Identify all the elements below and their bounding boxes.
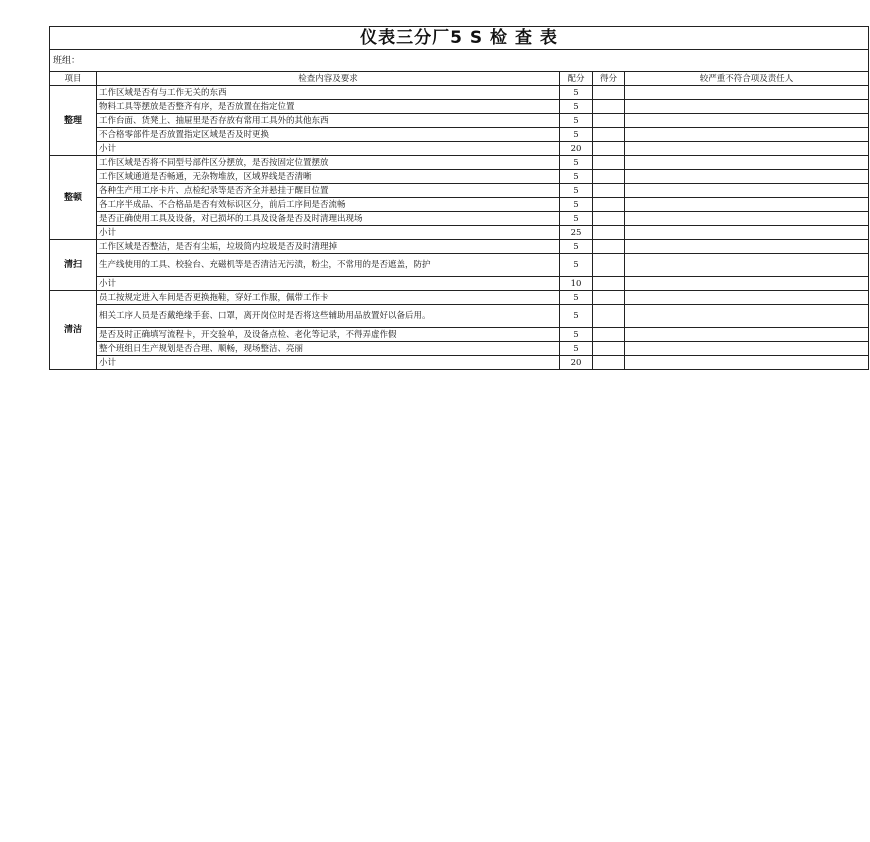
table-row (50, 254, 869, 277)
got-score-cell[interactable] (593, 128, 625, 142)
subtotal-remark-cell[interactable] (625, 226, 869, 240)
subtotal-value: 25 (560, 226, 593, 240)
subtotal-got-cell[interactable] (593, 356, 625, 370)
remark-cell[interactable] (625, 100, 869, 114)
got-score-cell[interactable] (593, 184, 625, 198)
item-score: 5 (560, 212, 593, 226)
item-score: 5 (560, 114, 593, 128)
table-row (50, 305, 869, 328)
inspection-sheet (49, 26, 820, 370)
subtotal-remark-cell[interactable] (625, 277, 869, 291)
subtotal-label: 小计 (97, 277, 560, 291)
table-row (50, 100, 869, 114)
section-name: 整顿 (50, 156, 97, 240)
inspection-table (49, 26, 869, 370)
item-score: 5 (560, 198, 593, 212)
section-name: 整理 (50, 86, 97, 156)
subtotal-got-cell[interactable] (593, 277, 625, 291)
table-row (50, 128, 869, 142)
table-row (50, 184, 869, 198)
subtotal-label: 小计 (97, 356, 560, 370)
item-score: 5 (560, 184, 593, 198)
subtotal-value: 20 (560, 142, 593, 156)
got-score-cell[interactable] (593, 100, 625, 114)
check-item: 生产线使用的工具、校验台、充磁机等是否清洁无污渍，粉尘，不常用的是否遮盖，防护 (97, 254, 560, 277)
got-score-cell[interactable] (593, 198, 625, 212)
remark-cell[interactable] (625, 291, 869, 305)
subtotal-row (50, 356, 869, 370)
item-score: 5 (560, 254, 593, 277)
subtotal-got-cell[interactable] (593, 226, 625, 240)
check-item: 整个班组日生产规划是否合理、顺畅，现场整洁、亮丽 (97, 342, 560, 356)
table-row (50, 342, 869, 356)
check-item: 工作台面、货凳上、抽屉里是否存放有常用工具外的其他东西 (97, 114, 560, 128)
check-item: 是否正确使用工具及设备，对已损坏的工具及设备是否及时清理出现场 (97, 212, 560, 226)
item-score: 5 (560, 342, 593, 356)
check-item: 物料工具等摆放是否整齐有序，是否放置在指定位置 (97, 100, 560, 114)
got-score-cell[interactable] (593, 212, 625, 226)
subtotal-value: 20 (560, 356, 593, 370)
remark-cell[interactable] (625, 240, 869, 254)
item-score: 5 (560, 291, 593, 305)
item-score: 5 (560, 156, 593, 170)
item-score: 5 (560, 86, 593, 100)
remark-cell[interactable] (625, 305, 869, 328)
check-item: 工作区域通道是否畅通，无杂物堆放，区域界线是否清晰 (97, 170, 560, 184)
table-row (50, 170, 869, 184)
got-score-cell[interactable] (593, 170, 625, 184)
header-remark: 较严重不符合项及责任人 (625, 72, 869, 86)
table-row (50, 291, 869, 305)
remark-cell[interactable] (625, 128, 869, 142)
subtotal-label: 小计 (97, 226, 560, 240)
subtotal-label: 小计 (97, 142, 560, 156)
got-score-cell[interactable] (593, 305, 625, 328)
remark-cell[interactable] (625, 198, 869, 212)
subtotal-value: 10 (560, 277, 593, 291)
header-score: 配分 (560, 72, 593, 86)
remark-cell[interactable] (625, 170, 869, 184)
table-row (50, 198, 869, 212)
header-content: 检查内容及要求 (97, 72, 560, 86)
table-row (50, 240, 869, 254)
check-item: 各工序半成品、不合格品是否有效标识区分，前后工序间是否流畅 (97, 198, 560, 212)
subtotal-row (50, 277, 869, 291)
check-item: 是否及时正确填写流程卡，开交验单，及设备点检、老化等记录，不得弄虚作假 (97, 328, 560, 342)
remark-cell[interactable] (625, 184, 869, 198)
check-item: 相关工序人员是否戴绝缘手套、口罩，离开岗位时是否将这些辅助用品放置好以备后用。 (97, 305, 560, 328)
table-row (50, 86, 869, 100)
got-score-cell[interactable] (593, 114, 625, 128)
item-score: 5 (560, 170, 593, 184)
subtotal-remark-cell[interactable] (625, 142, 869, 156)
got-score-cell[interactable] (593, 156, 625, 170)
item-score: 5 (560, 328, 593, 342)
item-score: 5 (560, 100, 593, 114)
subtotal-row (50, 142, 869, 156)
remark-cell[interactable] (625, 212, 869, 226)
table-row (50, 156, 869, 170)
team-label: 班组： (50, 50, 869, 72)
remark-cell[interactable] (625, 254, 869, 277)
item-score: 5 (560, 240, 593, 254)
check-item: 不合格零部件是否放置指定区域是否及时更换 (97, 128, 560, 142)
check-item: 各种生产用工序卡片、点检纪录等是否齐全并悬挂于醒目位置 (97, 184, 560, 198)
remark-cell[interactable] (625, 342, 869, 356)
got-score-cell[interactable] (593, 254, 625, 277)
check-item: 工作区域是否有与工作无关的东西 (97, 86, 560, 100)
subtotal-row (50, 226, 869, 240)
section-name: 清洁 (50, 291, 97, 370)
got-score-cell[interactable] (593, 291, 625, 305)
header-got: 得分 (593, 72, 625, 86)
got-score-cell[interactable] (593, 86, 625, 100)
table-row (50, 212, 869, 226)
subtotal-got-cell[interactable] (593, 142, 625, 156)
check-item: 员工按规定进入车间是否更换拖鞋，穿好工作服，佩带工作卡 (97, 291, 560, 305)
page-title: 仪表三分厂5 S 检 查 表 (50, 27, 869, 50)
check-item: 工作区域是否将不同型号部件区分摆放，是否按固定位置摆放 (97, 156, 560, 170)
remark-cell[interactable] (625, 86, 869, 100)
subtotal-remark-cell[interactable] (625, 356, 869, 370)
table-row (50, 114, 869, 128)
section-name: 清扫 (50, 240, 97, 291)
table-row (50, 328, 869, 342)
check-item: 工作区域是否整洁，是否有尘垢，垃圾筒内垃圾是否及时清理掉 (97, 240, 560, 254)
remark-cell[interactable] (625, 328, 869, 342)
item-score: 5 (560, 128, 593, 142)
got-score-cell[interactable] (593, 328, 625, 342)
header-row (50, 72, 869, 86)
item-score: 5 (560, 305, 593, 328)
header-project: 项目 (50, 72, 97, 86)
got-score-cell[interactable] (593, 240, 625, 254)
remark-cell[interactable] (625, 156, 869, 170)
got-score-cell[interactable] (593, 342, 625, 356)
remark-cell[interactable] (625, 114, 869, 128)
